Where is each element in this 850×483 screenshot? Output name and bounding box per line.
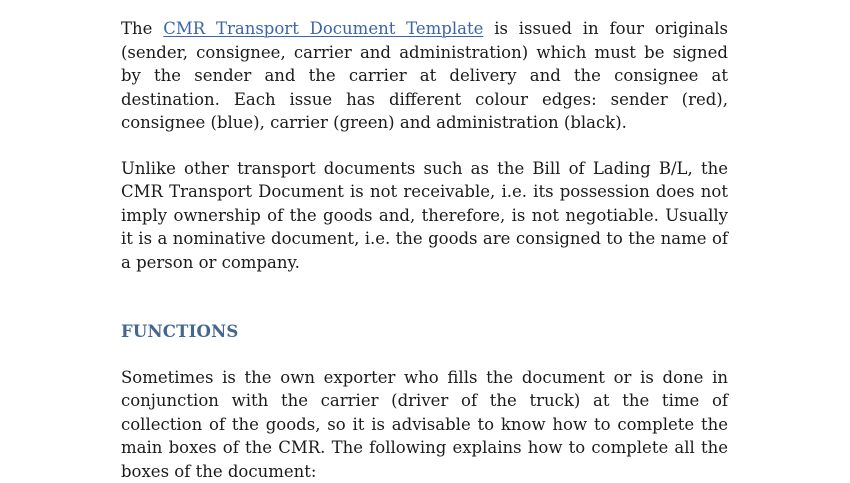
intro-text-rest: is issued in four originals (sender, consignee, carrier and administration) which must be signed by the sender and the carrier at delivery and the consignee at destination. Each issue has different colour edges: sender (red), consignee (blue), carrier (green) and administration (black). (121, 19, 728, 132)
functions-heading: FUNCTIONS (121, 320, 728, 344)
document-page (121, 17, 728, 483)
receivability-paragraph: Unlike other transport documents such as the Bill of Lading B/L, the CMR Transport Document is not receivable, i.e. its possession does not imply ownership of the goods and, therefore, is not negotiable. Usually it is a nominative document, i.e. the goods are consigned to the name of a person or company. (121, 157, 728, 275)
intro-paragraph (121, 17, 728, 135)
functions-paragraph: Sometimes is the own exporter who fills the document or is done in conjunction with the carrier (driver of the truck) at the time of collection of the goods, so it is advisable to know how to complete the main boxes of the CMR. The following explains how to complete all the boxes of the document: (121, 366, 728, 483)
cmr-template-link[interactable]: CMR Transport Document Template (163, 19, 483, 38)
intro-text-start: The (121, 19, 163, 38)
